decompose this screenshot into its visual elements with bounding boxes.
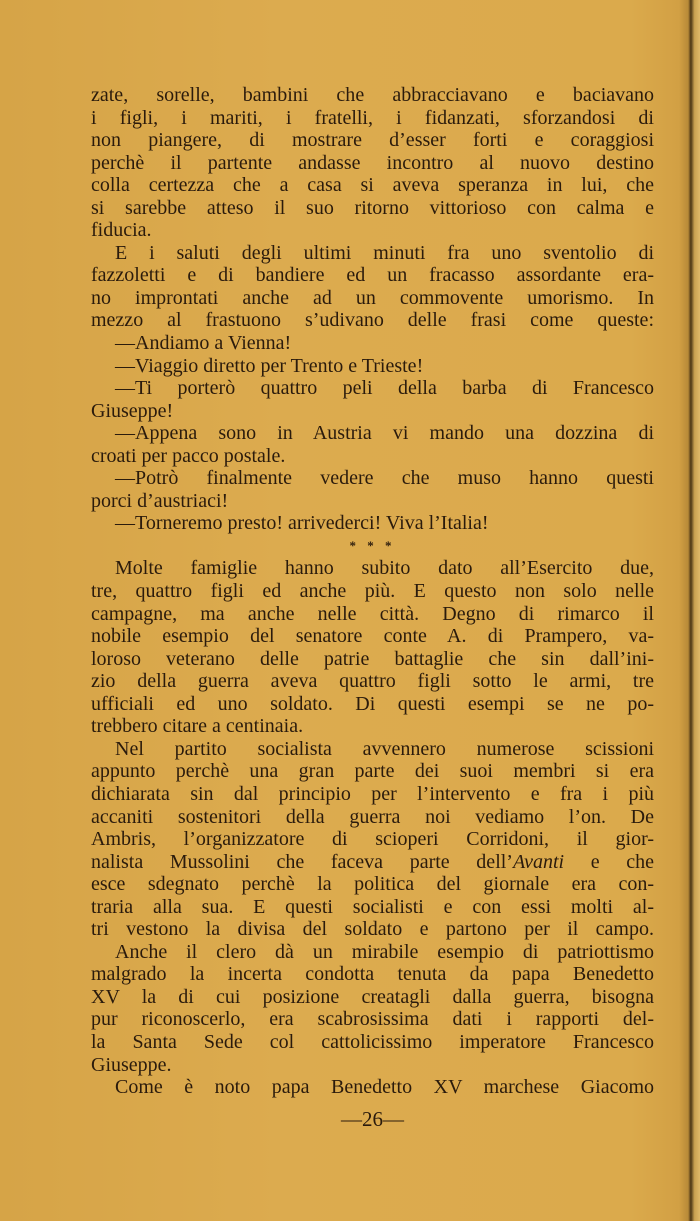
text-line: ufficiali ed uno soldato. Di questi esempi se ne po- — [91, 692, 654, 715]
page-body-text — [91, 84, 654, 1099]
text-line: fiducia. — [91, 219, 152, 242]
text-line: tre, quattro figli ed anche più. E questo non solo nelle — [91, 580, 654, 603]
text-line: fazzoletti e di bandiere ed un fracasso assordante era- — [91, 264, 654, 287]
text-line: campagne, ma anche nelle città. Degno di rimarco il — [91, 602, 654, 625]
text-line: loroso veterano delle patrie battaglie che sin dall’ini- — [91, 647, 654, 670]
text-line: Molte famiglie hanno subito dato all’Esercito due, — [115, 557, 654, 580]
text-line: perchè il partente andasse incontro al nuovo destino — [91, 151, 654, 174]
text-line: si sarebbe atteso il suo ritorno vittorioso con calma e — [91, 196, 654, 219]
text-line: la Santa Sede col cattolicissimo imperatore Francesco — [91, 1030, 654, 1053]
text-line: accaniti sostenitori della guerra noi vediamo l’on. De — [91, 805, 654, 828]
text-segment: nalista Mussolini che faceva parte dell’ — [91, 850, 513, 873]
text-line: trebbero citare a centinaia. — [91, 715, 304, 738]
text-line: Giuseppe. — [91, 1053, 172, 1076]
text-line: —Torneremo presto! arrivederci! Viva l’Italia! — [115, 512, 489, 535]
text-line: esce sdegnato perchè la politica del giornale era con- — [91, 873, 654, 896]
text-line — [91, 851, 654, 874]
text-line: porci d’austriaci! — [91, 489, 229, 512]
text-line: mezzo al frastuono s’udivano delle frasi come queste: — [91, 309, 654, 332]
text-line: no improntati anche ad un commovente umorismo. In — [91, 286, 654, 309]
text-line: XV la di cui posizione creatagli dalla guerra, bisogna — [91, 985, 654, 1008]
text-line: zate, sorelle, bambini che abbracciavano e baciavano — [91, 84, 654, 106]
text-line: Nel partito socialista avvennero numerose scissioni — [115, 737, 654, 760]
text-line: tri vestono la divisa del soldato e partono per il campo. — [91, 918, 654, 941]
text-line: pur riconoscerlo, era scabrosissima dati i rapporti del- — [91, 1008, 654, 1031]
text-line: —Appena sono in Austria vi mando una dozzina di — [115, 422, 654, 445]
text-line: E i saluti degli ultimi minuti fra uno sventolio di — [115, 241, 654, 264]
text-line: —Ti porterò quattro peli della barba di Francesco — [115, 377, 654, 400]
text-line: non piangere, di mostrare d’esser forti e coraggiosi — [91, 129, 654, 152]
page-number: —26— — [341, 1107, 404, 1131]
text-line: —Viaggio diretto per Trento e Trieste! — [115, 354, 424, 377]
text-line: Giuseppe! — [91, 399, 174, 422]
text-line: Anche il clero dà un mirabile esempio di patriottismo — [115, 940, 654, 963]
text-line: Come è noto papa Benedetto XV marchese Giacomo — [115, 1076, 654, 1099]
text-line: malgrado la incerta condotta tenuta da papa Benedetto — [91, 963, 654, 986]
text-line: —Andiamo a Vienna! — [115, 332, 292, 355]
text-line: zio della guerra aveva quattro figli sotto le armi, tre — [91, 670, 654, 693]
text-line: dichiarata sin dal principio per l’intervento e fra i più — [91, 782, 654, 805]
text-line: croati per pacco postale. — [91, 444, 286, 467]
text-line: colla certezza che a casa si aveva speranza in lui, che — [91, 174, 654, 197]
text-line: appunto perchè una gran parte dei suoi membri si era — [91, 760, 654, 783]
text-segment: e che — [564, 850, 654, 873]
text-line: —Potrò finalmente vedere che muso hanno questi — [115, 467, 654, 490]
section-separator: * * * — [349, 537, 396, 553]
italic-title: Avanti — [512, 850, 565, 873]
text-line: Ambris, l’organizzatore di scioperi Corridoni, il gior- — [91, 828, 654, 851]
text-line: nobile esempio del senatore conte A. di Prampero, va- — [91, 625, 654, 648]
text-line: traria alla sua. E questi socialisti e con essi molti al- — [91, 895, 654, 918]
text-line: i figli, i mariti, i fratelli, i fidanzati, sforzandosi di — [91, 106, 654, 129]
